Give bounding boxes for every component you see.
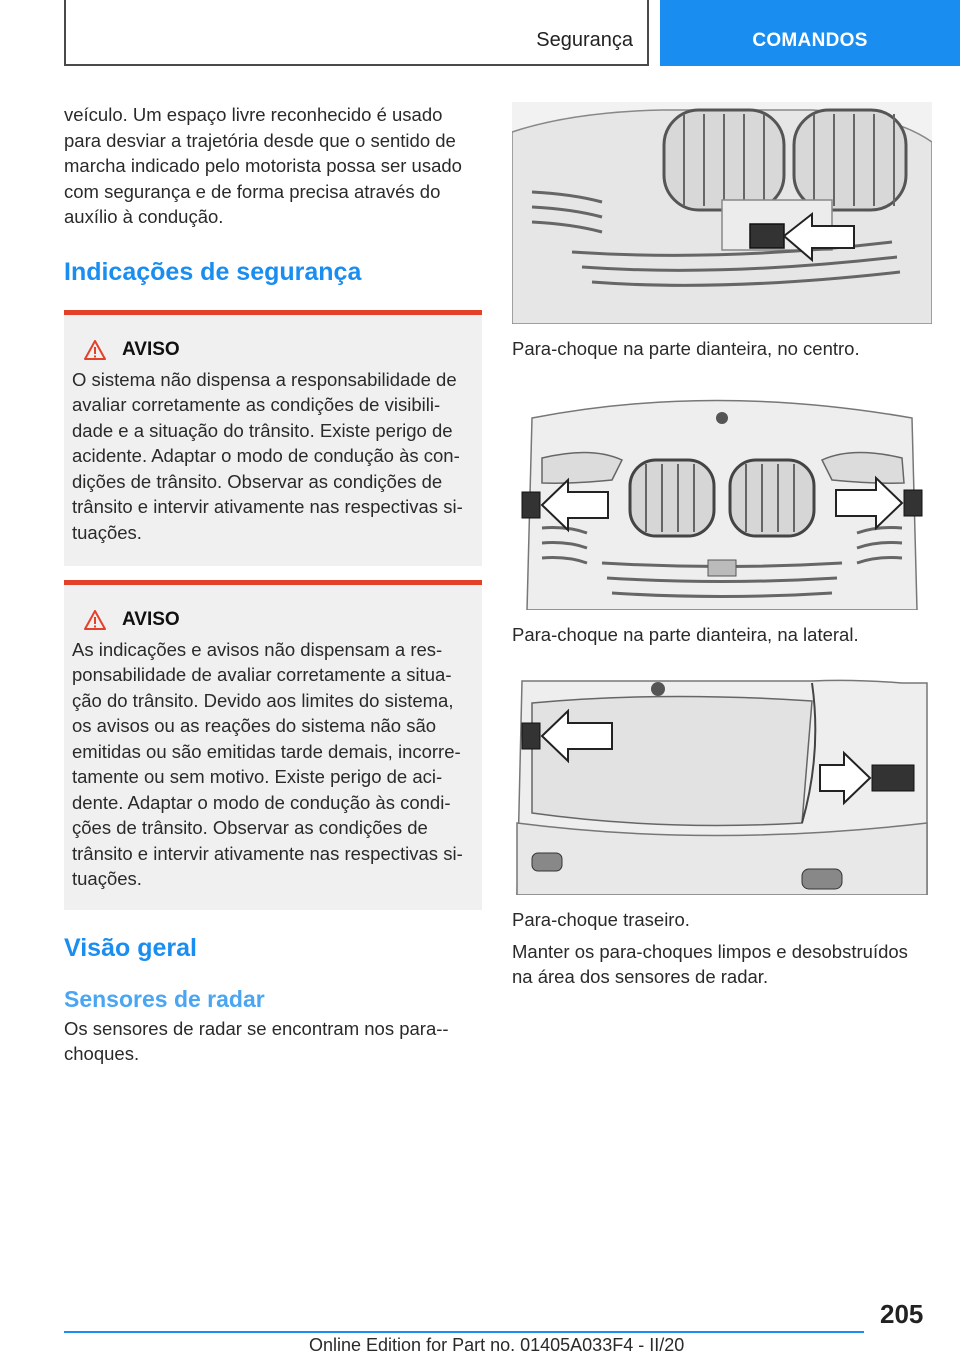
footer-divider bbox=[64, 1331, 864, 1333]
overview-heading: Visão geral bbox=[64, 933, 197, 962]
figure-front-center bbox=[512, 102, 932, 324]
header-section-tab bbox=[64, 0, 649, 66]
warning-text-2: As indicações e avisos não dispensam a responsabilidade de avaliar corretamente a situação do trânsito. Devido aos limites do sistema, os avisos ou as reações do sistema não são emitidas ou são emitidas tarde demais, incorretamente ou sem motivo. Existe perigo de acidente. Adaptar o modo de condução às condições de trânsito. Observar as condições de trânsito e intervir ativamente nas respectivas situações. bbox=[72, 638, 463, 889]
rear-illustration bbox=[512, 673, 932, 895]
front-center-illustration bbox=[512, 102, 932, 324]
header-section-label: Segurança bbox=[536, 29, 633, 51]
warning-box-1 bbox=[64, 310, 482, 566]
warning-title-2 bbox=[84, 607, 474, 633]
warning-box-2 bbox=[64, 580, 482, 910]
radar-sensor-marker-left bbox=[522, 723, 540, 749]
warning-triangle-icon bbox=[84, 610, 106, 630]
figure-front-lateral bbox=[512, 388, 932, 610]
caption-front-center: Para-choque na parte dianteira, no centro. bbox=[512, 338, 860, 359]
page-number: 205 bbox=[880, 1299, 924, 1329]
warning-title-2-text: AVISO bbox=[122, 608, 180, 630]
left-column bbox=[64, 102, 482, 1067]
header-chapter-label: COMANDOS bbox=[752, 30, 868, 51]
header-chapter-tab bbox=[660, 0, 960, 66]
closing-paragraph: Manter os para-choques limpos e desobstruídos na área dos sensores de radar. bbox=[512, 940, 908, 987]
footer-edition: Online Edition for Part no. 01405A033F4 - II/20 bbox=[309, 1335, 685, 1355]
radar-sensor-marker bbox=[750, 224, 784, 248]
right-column bbox=[512, 102, 932, 990]
figure-rear bbox=[512, 673, 932, 895]
warning-triangle-icon bbox=[84, 340, 106, 360]
radar-sensor-marker-right bbox=[904, 490, 922, 516]
front-lateral-illustration bbox=[512, 388, 932, 610]
safety-heading: Indicações de segurança bbox=[64, 257, 362, 286]
caption-rear: Para-choque traseiro. bbox=[512, 909, 690, 930]
radar-heading: Sensores de radar bbox=[64, 985, 265, 1012]
intro-paragraph: veículo. Um espaço livre reconhecido é usado para desviar a trajetória desde que o sentido de marcha indicado pelo motorista possa ser usado com segurança e de forma precisa através do auxílio à condução. bbox=[64, 104, 462, 227]
warning-title-1 bbox=[84, 337, 474, 363]
radar-sensor-marker-left bbox=[522, 492, 540, 518]
radar-paragraph: Os sensores de radar se encontram nos para-choques. bbox=[64, 1017, 449, 1064]
warning-text-1: O sistema não dispensa a responsabilidade de avaliar corretamente as condições de visibilidade e a situação do trânsito. Existe perigo de acidente. Adaptar o modo de condução às condições de trânsito. Observar as condições de trânsito e intervir ativamente nas respectivas situações. bbox=[72, 368, 463, 543]
radar-sensor-marker-right bbox=[872, 765, 914, 791]
warning-title-1-text: AVISO bbox=[122, 338, 180, 360]
caption-front-lateral: Para-choque na parte dianteira, na lateral. bbox=[512, 623, 859, 645]
